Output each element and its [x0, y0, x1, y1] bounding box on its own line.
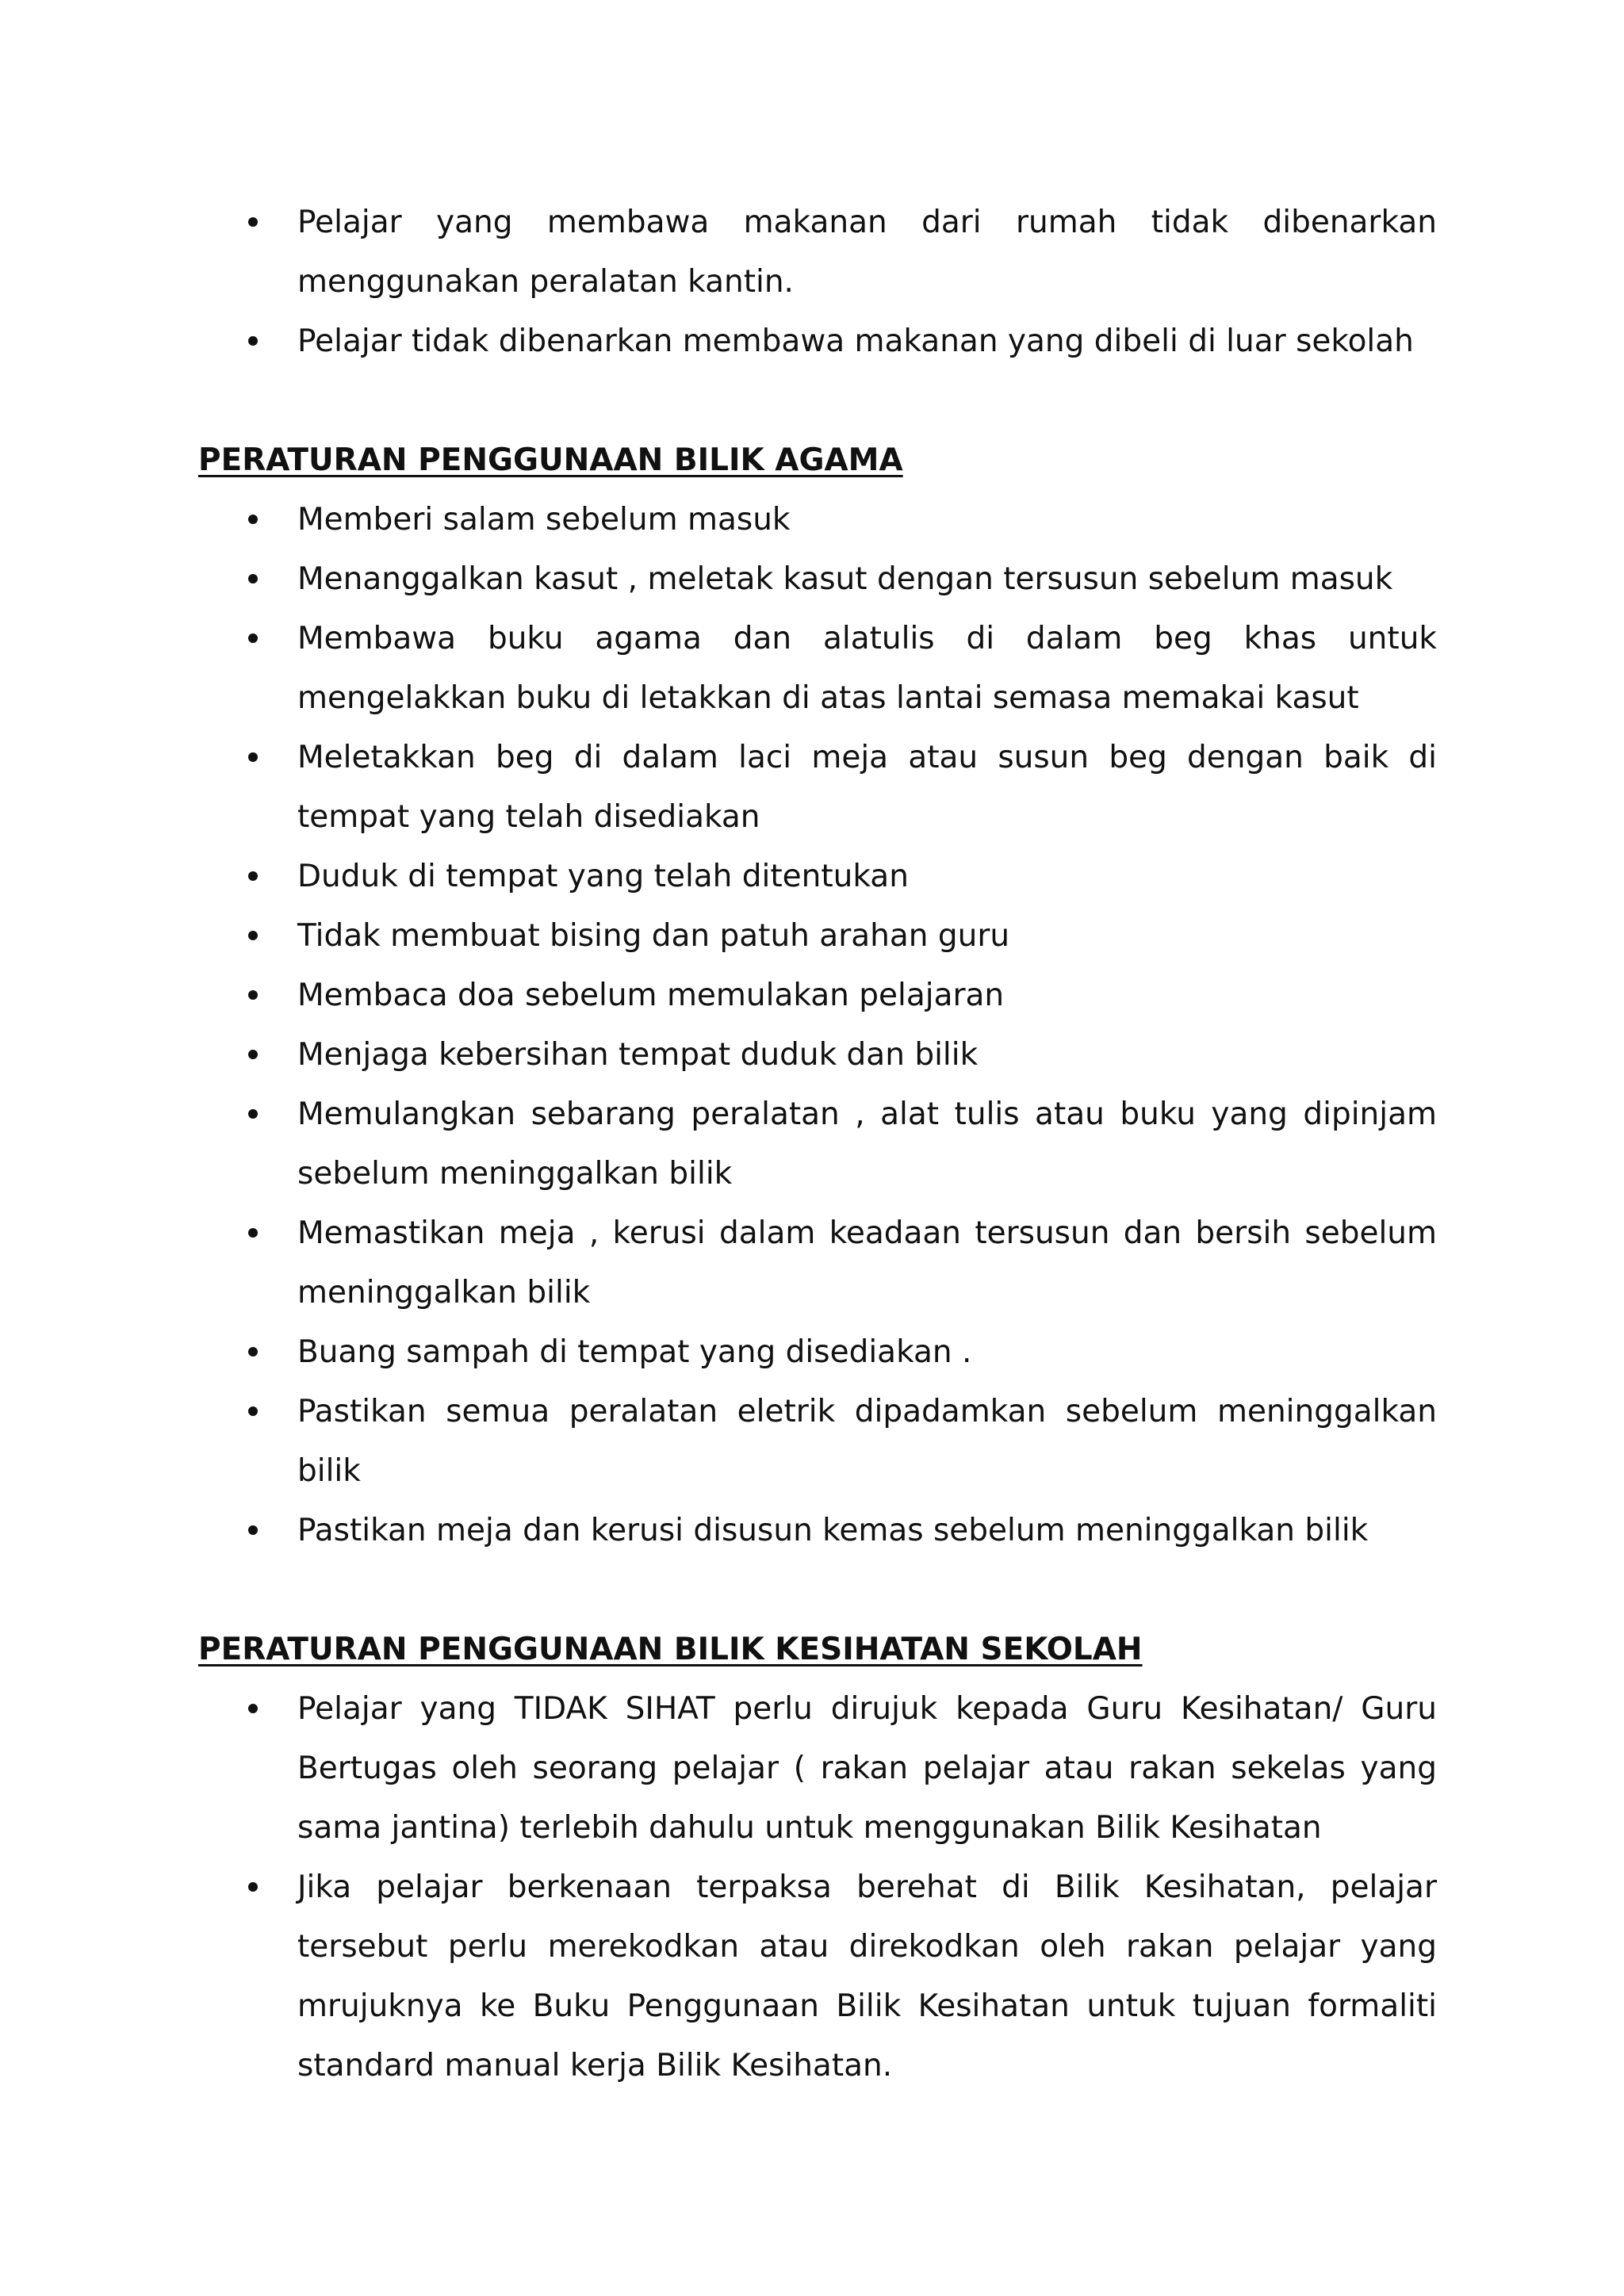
list-item [198, 1322, 1437, 1382]
bullet-icon [248, 1109, 258, 1119]
bullet-icon [248, 1050, 258, 1059]
list-item [198, 1858, 1437, 2095]
bullet-icon [248, 990, 258, 1000]
list-item [198, 1085, 1437, 1203]
list-item [198, 906, 1437, 966]
list-item-text: Pelajar yang TIDAK SIHAT perlu dirujuk kepada Guru Kesihatan/ Guru Bertugas oleh seorang pelajar ( rakan pelajar atau rakan sekelas yang sama jantina) terlebih dahulu untuk menggunakan Bilik Kesihatan [297, 1691, 1437, 1846]
list-item [198, 847, 1437, 906]
bullet-icon [248, 515, 258, 524]
section-heading-agama: PERATURAN PENGGUNAAN BILIK AGAMA [198, 442, 903, 478]
list-item [198, 312, 1437, 371]
list-item [198, 1203, 1437, 1322]
list-item-text: Pastikan meja dan kerusi disusun kemas sebelum meninggalkan bilik [297, 1513, 1369, 1548]
intro-list [198, 193, 1437, 371]
bullet-icon [248, 1704, 258, 1713]
bullet-icon [248, 1525, 258, 1535]
list-item-text: Buang sampah di tempat yang disediakan . [297, 1334, 972, 1370]
spacer [198, 1560, 1437, 1620]
bullet-icon [248, 1228, 258, 1238]
list-item-text: Membawa buku agama dan alatulis di dalam beg khas untuk mengelakkan buku di letakkan di atas lantai semasa memakai kasut [297, 621, 1437, 716]
bullet-icon [248, 1882, 258, 1892]
bullet-icon [248, 217, 258, 227]
bullet-icon [248, 931, 258, 940]
bullet-icon [248, 1406, 258, 1416]
list-item [198, 193, 1437, 312]
bullet-icon [248, 336, 258, 346]
list-item-text: Memulangkan sebarang peralatan , alat tulis atau buku yang dipinjam sebelum meninggalkan bilik [297, 1096, 1437, 1192]
bullet-icon [248, 1347, 258, 1357]
list-item [198, 490, 1437, 549]
bullet-icon [248, 752, 258, 762]
list-item-text: Menanggalkan kasut , meletak kasut dengan tersusun sebelum masuk [297, 561, 1393, 597]
list-item [198, 728, 1437, 847]
list-item-text: Memastikan meja , kerusi dalam keadaan tersusun dan bersih sebelum meninggalkan bilik [297, 1215, 1437, 1311]
spacer [198, 371, 1437, 430]
section-heading-kesihatan: PERATURAN PENGGUNAAN BILIK KESIHATAN SEKOLAH [198, 1632, 1143, 1667]
list-item-text: Pelajar tidak dibenarkan membawa makanan yang dibeli di luar sekolah [297, 323, 1414, 359]
document-content [198, 193, 1437, 2095]
list-item-text: Pastikan semua peralatan eletrik dipadamkan sebelum meninggalkan bilik [297, 1394, 1437, 1489]
list-item [198, 1679, 1437, 1858]
bullet-icon [248, 633, 258, 643]
list-item [198, 1382, 1437, 1501]
bullet-icon [248, 574, 258, 584]
list-item-text: Membaca doa sebelum memulakan pelajaran [297, 978, 1005, 1013]
list-item [198, 1025, 1437, 1085]
list-item [198, 609, 1437, 728]
list-item-text: Duduk di tempat yang telah ditentukan [297, 859, 909, 894]
bullet-icon [248, 871, 258, 881]
list-item [198, 549, 1437, 609]
agama-rules-list [198, 490, 1437, 1560]
list-item-text: Jika pelajar berkenaan terpaksa berehat di Bilik Kesihatan, pelajar tersebut perlu merekodkan atau direkodkan oleh rakan pelajar yang mrujuknya ke Buku Penggunaan Bilik Kesihatan untuk tujuan formaliti standard manual kerja Bilik Kesihatan. [297, 1869, 1437, 2084]
list-item-text: Menjaga kebersihan tempat duduk dan bilik [297, 1037, 979, 1073]
kesihatan-rules-list [198, 1679, 1437, 2095]
list-item-text: Meletakkan beg di dalam laci meja atau susun beg dengan baik di tempat yang telah disediakan [297, 740, 1437, 835]
list-item-text: Memberi salam sebelum masuk [297, 502, 791, 538]
list-item-text: Tidak membuat bising dan patuh arahan guru [297, 918, 1010, 954]
list-item [198, 966, 1437, 1025]
list-item [198, 1501, 1437, 1560]
list-item-text: Pelajar yang membawa makanan dari rumah tidak dibenarkan menggunakan peralatan kantin. [297, 205, 1437, 300]
